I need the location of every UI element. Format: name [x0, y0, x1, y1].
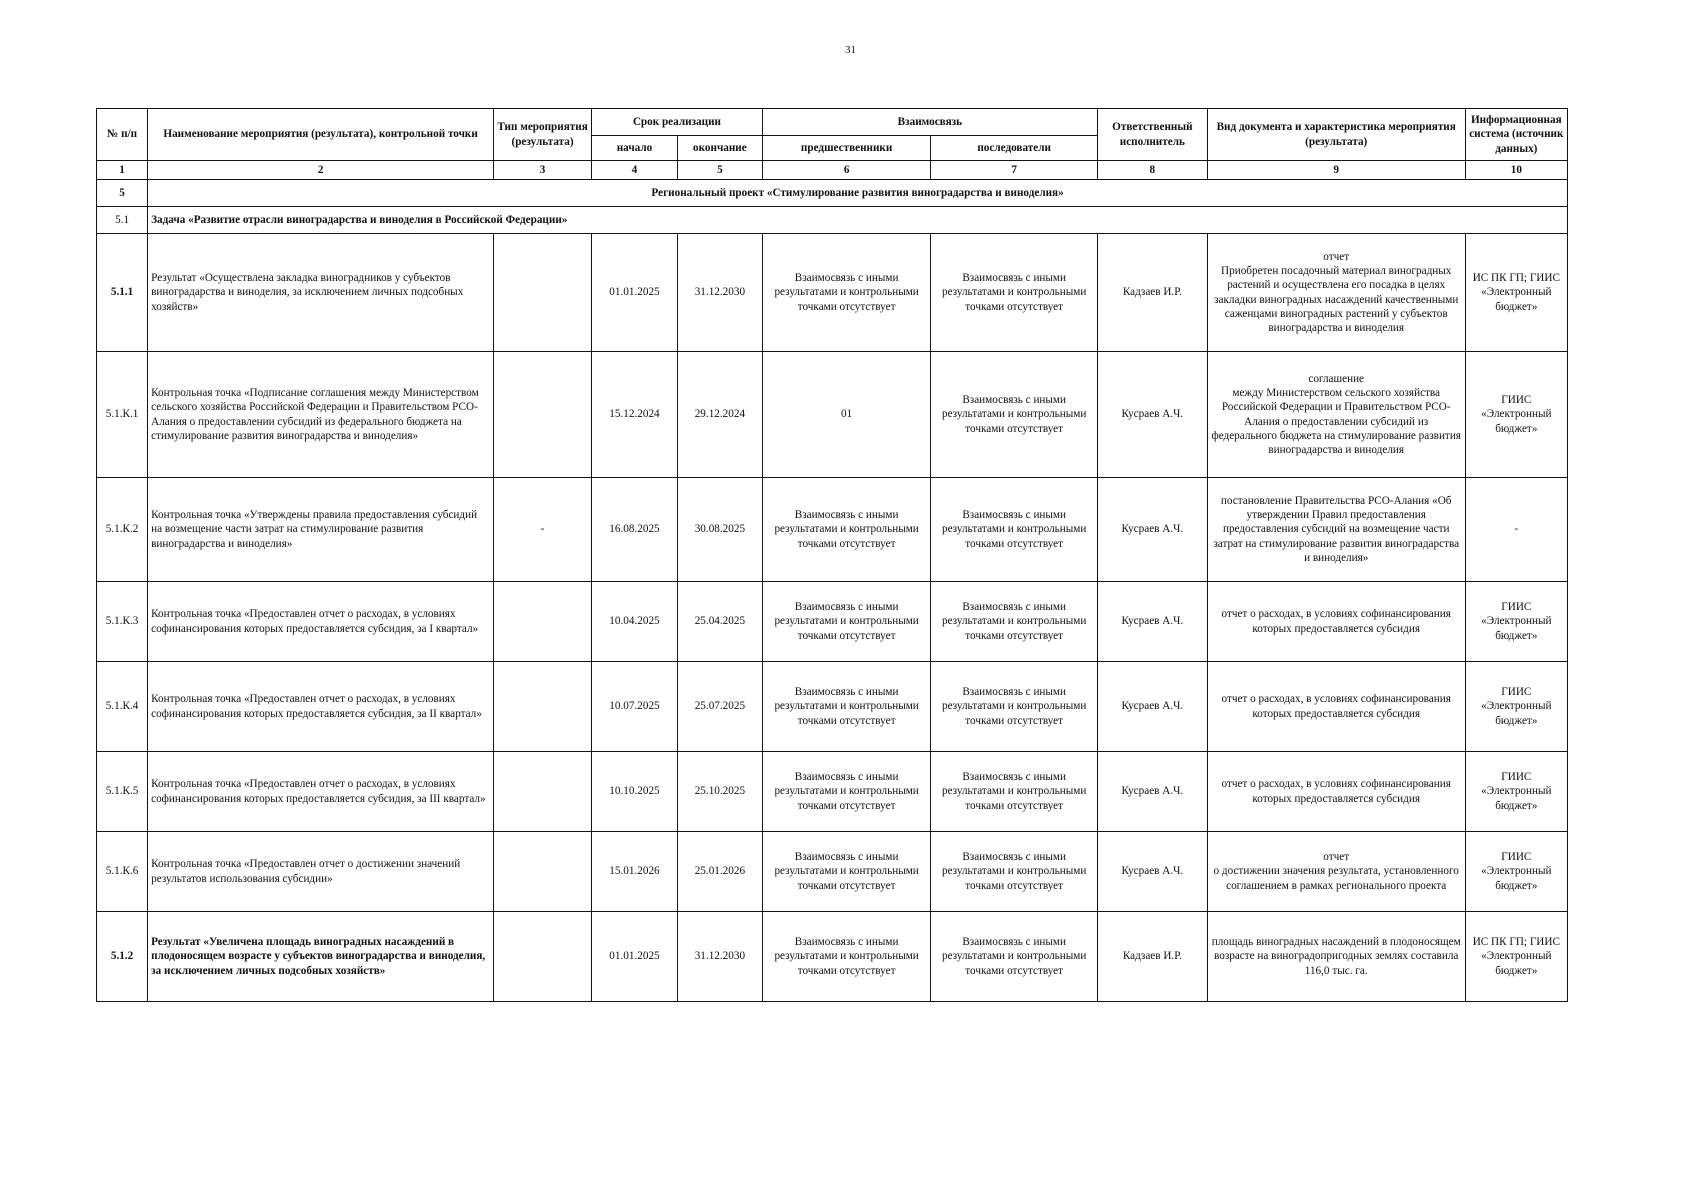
- section-row: [97, 180, 1568, 207]
- row-name: Контрольная точка «Подписание соглашения между Министерством сельского хозяйства Российской Федерации и Правительством РСО-Алания о предоставлении субсидий из федерального бюджета на стимулирование развития виноградарства и виноделия»: [148, 352, 494, 478]
- header-successors: последователи: [931, 136, 1097, 161]
- task-title: Задача «Развитие отрасли виноградарства и виноделия в Российской Федерации»: [148, 207, 1568, 234]
- row-type: [494, 352, 592, 478]
- row-number: 5.1.2: [97, 912, 148, 1002]
- table-row: [97, 582, 1568, 662]
- row-end-date: 29.12.2024: [677, 352, 762, 478]
- task-number: 5.1: [97, 207, 148, 234]
- row-document: отчет о достижении значения результата, установленного соглашением в рамках регионального проекта: [1207, 832, 1465, 912]
- row-start-date: 01.01.2025: [592, 912, 678, 1002]
- row-type: [494, 582, 592, 662]
- column-number: 6: [762, 161, 931, 180]
- row-name: Контрольная точка «Утверждены правила предоставления субсидий на возмещение части затрат на стимулирование развития виноградарства и виноделия»: [148, 478, 494, 582]
- task-row: [97, 207, 1568, 234]
- header-info-system: Информационная система (источник данных): [1465, 109, 1567, 161]
- row-end-date: 25.01.2026: [677, 832, 762, 912]
- row-document: отчет о расходах, в условиях софинансирования которых предоставляется субсидия: [1207, 662, 1465, 752]
- row-start-date: 01.01.2025: [592, 234, 678, 352]
- row-type: [494, 912, 592, 1002]
- page-number: 31: [845, 44, 856, 56]
- row-end-date: 31.12.2030: [677, 234, 762, 352]
- row-end-date: 25.07.2025: [677, 662, 762, 752]
- header-responsible: Ответственный исполнитель: [1097, 109, 1207, 161]
- header-num: № п/п: [97, 109, 148, 161]
- row-document: площадь виноградных насаждений в плодоносящем возрасте на виноградопригодных землях составила 116,0 тыс. га.: [1207, 912, 1465, 1002]
- row-successors: Взаимосвязь с иными результатами и контрольными точками отсутствует: [931, 234, 1097, 352]
- row-type: [494, 662, 592, 752]
- plan-table: [96, 108, 1568, 1002]
- table-row: [97, 234, 1568, 352]
- row-predecessors: Взаимосвязь с иными результатами и контрольными точками отсутствует: [762, 832, 931, 912]
- row-successors: Взаимосвязь с иными результатами и контрольными точками отсутствует: [931, 832, 1097, 912]
- column-number: 3: [494, 161, 592, 180]
- row-predecessors: 01: [762, 352, 931, 478]
- section-title: Региональный проект «Стимулирование развития виноградарства и виноделия»: [148, 180, 1568, 207]
- table-row: [97, 752, 1568, 832]
- row-info-system: -: [1465, 478, 1567, 582]
- row-info-system: ГИИС «Электронный бюджет»: [1465, 352, 1567, 478]
- row-end-date: 31.12.2030: [677, 912, 762, 1002]
- header-term: Срок реализации: [592, 109, 763, 136]
- table-row: [97, 662, 1568, 752]
- row-document: постановление Правительства РСО-Алания «Об утверждении Правил предоставления предоставления субсидий на возмещение части затрат на стимулирование развития виноградарства и виноделия»: [1207, 478, 1465, 582]
- row-start-date: 10.10.2025: [592, 752, 678, 832]
- row-number: 5.1.К.4: [97, 662, 148, 752]
- column-number: 10: [1465, 161, 1567, 180]
- row-responsible: Кадзаев И.Р.: [1097, 234, 1207, 352]
- row-predecessors: Взаимосвязь с иными результатами и контрольными точками отсутствует: [762, 662, 931, 752]
- row-successors: Взаимосвязь с иными результатами и контрольными точками отсутствует: [931, 912, 1097, 1002]
- section-number: 5: [97, 180, 148, 207]
- column-number: 8: [1097, 161, 1207, 180]
- header-start: начало: [592, 136, 678, 161]
- row-number: 5.1.К.1: [97, 352, 148, 478]
- row-name: Контрольная точка «Предоставлен отчет о расходах, в условиях софинансирования которых предоставляется субсидия, за III квартал»: [148, 752, 494, 832]
- table-row: [97, 478, 1568, 582]
- row-info-system: ГИИС «Электронный бюджет»: [1465, 662, 1567, 752]
- row-document: отчет о расходах, в условиях софинансирования которых предоставляется субсидия: [1207, 582, 1465, 662]
- column-number: 7: [931, 161, 1097, 180]
- row-predecessors: Взаимосвязь с иными результатами и контрольными точками отсутствует: [762, 234, 931, 352]
- row-info-system: ГИИС «Электронный бюджет»: [1465, 752, 1567, 832]
- row-name: Контрольная точка «Предоставлен отчет о достижении значений результатов использования субсидии»: [148, 832, 494, 912]
- row-start-date: 15.12.2024: [592, 352, 678, 478]
- column-number: 4: [592, 161, 678, 180]
- row-type: [494, 832, 592, 912]
- row-type: [494, 752, 592, 832]
- row-responsible: Кадзаев И.Р.: [1097, 912, 1207, 1002]
- table-row: [97, 352, 1568, 478]
- row-responsible: Кусраев А.Ч.: [1097, 352, 1207, 478]
- table-row: [97, 912, 1568, 1002]
- row-successors: Взаимосвязь с иными результатами и контрольными точками отсутствует: [931, 582, 1097, 662]
- header-end: окончание: [677, 136, 762, 161]
- row-name: Контрольная точка «Предоставлен отчет о расходах, в условиях софинансирования которых предоставляется субсидия, за II квартал»: [148, 662, 494, 752]
- row-end-date: 25.04.2025: [677, 582, 762, 662]
- header-document: Вид документа и характеристика мероприятия (результата): [1207, 109, 1465, 161]
- row-end-date: 25.10.2025: [677, 752, 762, 832]
- row-name: Результат «Увеличена площадь виноградных насаждений в плодоносящем возрасте у субъектов виноградарства и виноделия, за исключением личных подсобных хозяйств»: [148, 912, 494, 1002]
- row-responsible: Кусраев А.Ч.: [1097, 582, 1207, 662]
- row-predecessors: Взаимосвязь с иными результатами и контрольными точками отсутствует: [762, 582, 931, 662]
- column-number: 9: [1207, 161, 1465, 180]
- row-name: Результат «Осуществлена закладка виноградников у субъектов виноградарства и виноделия, за исключением личных подсобных хозяйств»: [148, 234, 494, 352]
- row-successors: Взаимосвязь с иными результатами и контрольными точками отсутствует: [931, 752, 1097, 832]
- row-number: 5.1.К.3: [97, 582, 148, 662]
- header-link: Взаимосвязь: [762, 109, 1097, 136]
- row-type: -: [494, 478, 592, 582]
- row-end-date: 30.08.2025: [677, 478, 762, 582]
- row-predecessors: Взаимосвязь с иными результатами и контрольными точками отсутствует: [762, 752, 931, 832]
- row-responsible: Кусраев А.Ч.: [1097, 752, 1207, 832]
- row-number: 5.1.К.6: [97, 832, 148, 912]
- header-predecessors: предшественники: [762, 136, 931, 161]
- row-predecessors: Взаимосвязь с иными результатами и контрольными точками отсутствует: [762, 912, 931, 1002]
- row-successors: Взаимосвязь с иными результатами и контрольными точками отсутствует: [931, 662, 1097, 752]
- row-number: 5.1.К.5: [97, 752, 148, 832]
- row-number: 5.1.К.2: [97, 478, 148, 582]
- row-info-system: ИС ПК ГП; ГИИС «Электронный бюджет»: [1465, 912, 1567, 1002]
- column-number-row: [97, 161, 1568, 180]
- row-start-date: 15.01.2026: [592, 832, 678, 912]
- table-row: [97, 832, 1568, 912]
- header-name: Наименование мероприятия (результата), контрольной точки: [148, 109, 494, 161]
- row-document: отчет Приобретен посадочный материал виноградных растений и осуществлена его посадка в целях закладки виноградных насаждений качественными саженцами виноградных растений у субъектов виноградарства и виноделия: [1207, 234, 1465, 352]
- column-number: 2: [148, 161, 494, 180]
- row-responsible: Кусраев А.Ч.: [1097, 478, 1207, 582]
- column-number: 1: [97, 161, 148, 180]
- row-responsible: Кусраев А.Ч.: [1097, 662, 1207, 752]
- row-document: отчет о расходах, в условиях софинансирования которых предоставляется субсидия: [1207, 752, 1465, 832]
- row-document: соглашение между Министерством сельского хозяйства Российской Федерации и Правительством РСО-Алания о предоставлении субсидий из федерального бюджета на стимулирование развития виноградарства и виноделия: [1207, 352, 1465, 478]
- row-start-date: 10.04.2025: [592, 582, 678, 662]
- header-type: Тип мероприятия (результата): [494, 109, 592, 161]
- row-start-date: 10.07.2025: [592, 662, 678, 752]
- row-info-system: ИС ПК ГП; ГИИС «Электронный бюджет»: [1465, 234, 1567, 352]
- row-type: [494, 234, 592, 352]
- row-info-system: ГИИС «Электронный бюджет»: [1465, 582, 1567, 662]
- row-successors: Взаимосвязь с иными результатами и контрольными точками отсутствует: [931, 478, 1097, 582]
- row-name: Контрольная точка «Предоставлен отчет о расходах, в условиях софинансирования которых предоставляется субсидия, за I квартал»: [148, 582, 494, 662]
- row-predecessors: Взаимосвязь с иными результатами и контрольными точками отсутствует: [762, 478, 931, 582]
- row-number: 5.1.1: [97, 234, 148, 352]
- column-number: 5: [677, 161, 762, 180]
- row-responsible: Кусраев А.Ч.: [1097, 832, 1207, 912]
- row-info-system: ГИИС «Электронный бюджет»: [1465, 832, 1567, 912]
- row-successors: Взаимосвязь с иными результатами и контрольными точками отсутствует: [931, 352, 1097, 478]
- header-row: [97, 109, 1568, 136]
- row-start-date: 16.08.2025: [592, 478, 678, 582]
